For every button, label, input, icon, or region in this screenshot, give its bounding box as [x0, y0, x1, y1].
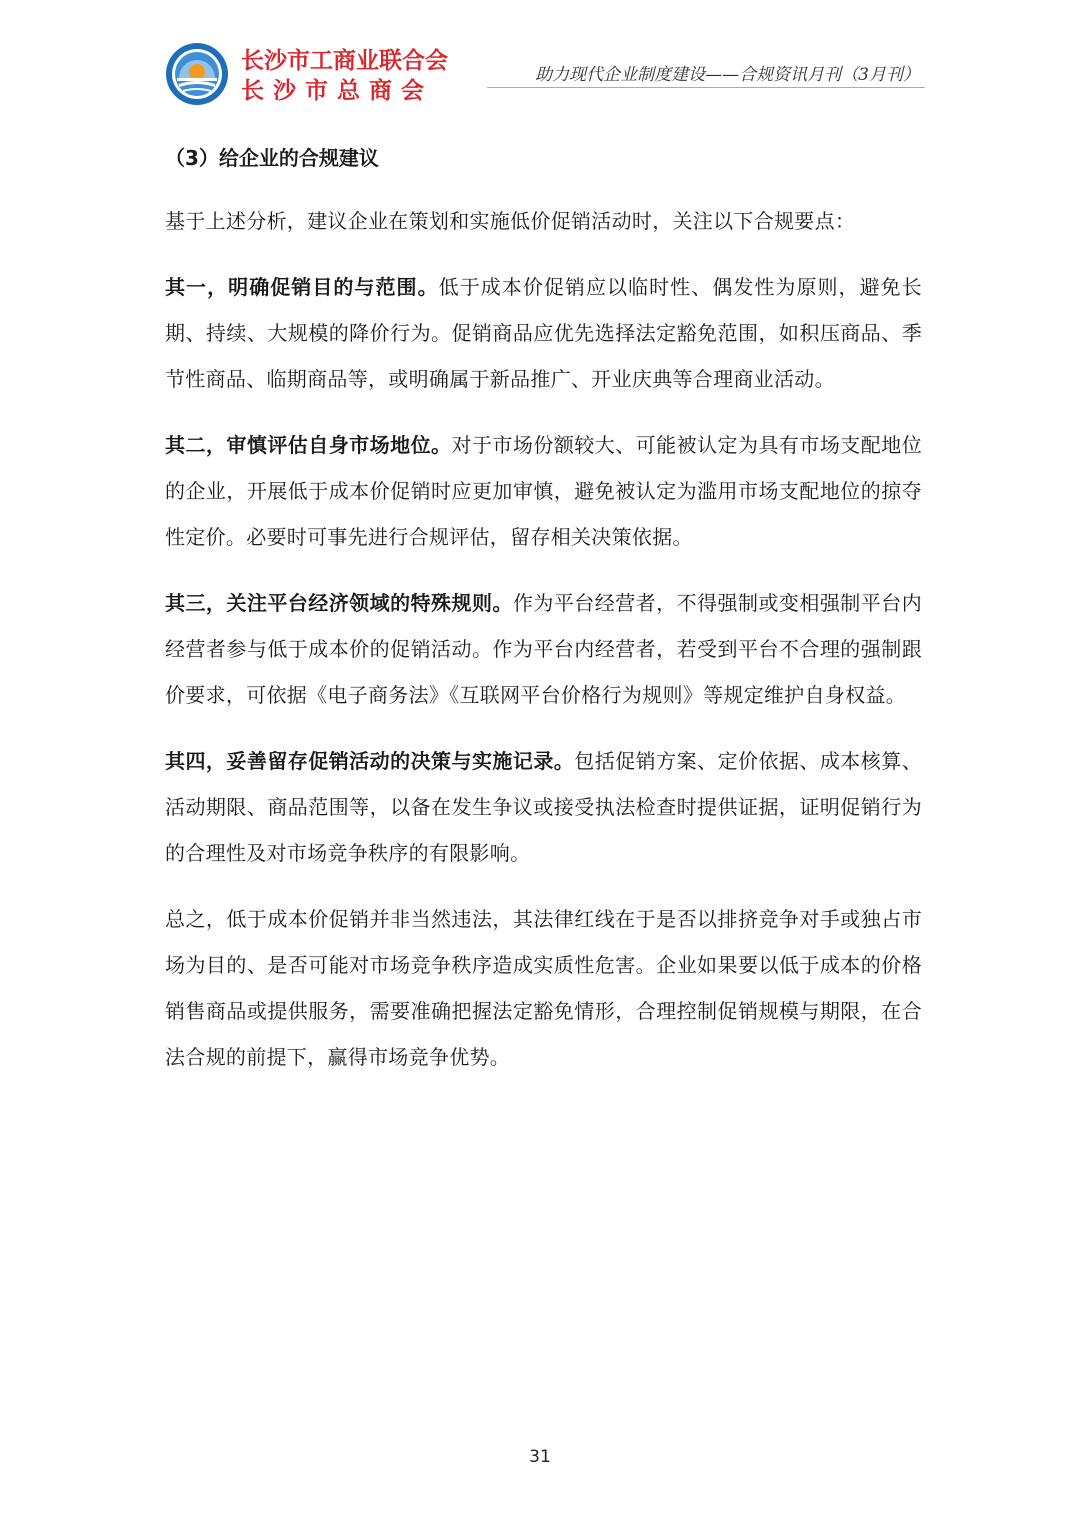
- section-heading: （3）给企业的合规建议: [165, 146, 379, 170]
- point-paragraph-1: [165, 264, 922, 402]
- point-paragraph-4: [165, 738, 922, 876]
- org-name-chamber: 长沙市总商会: [241, 78, 433, 104]
- point-body-4: 包括促销方案、定价依据、成本核算、活动期限、商品范围等，以备在发生争议或接受执法检查时提供证据，证明促销行为的合理性及对市场竞争秩序的有限影响。: [165, 749, 922, 865]
- intro-paragraph: 基于上述分析，建议企业在策划和实施低价促销活动时，关注以下合规要点：: [165, 209, 856, 233]
- page-header: [165, 42, 925, 112]
- point-lead-4: 其四，妥善留存促销活动的决策与实施记录。: [165, 749, 575, 773]
- publication-title: 助力现代企业制度建设——合规资讯月刊（3月刊）: [535, 65, 920, 85]
- conclusion-paragraph: 总之，低于成本价促销并非当然违法，其法律红线在于是否以排挤竞争对手或独占市场为目的、是否可能对市场竞争秩序造成实质性危害。企业如果要以低于成本的价格销售商品或提供服务，需要准确把握法定豁免情形，合理控制促销规模与期限，在合法合规的前提下，赢得市场竞争优势。: [165, 907, 922, 1069]
- point-body-1: 低于成本价促销应以临时性、偶发性为原则，避免长期、持续、大规模的降价行为。促销商品应优先选择法定豁免范围，如积压商品、季节性商品、临期商品等，或明确属于新品推广、开业庆典等合理商业活动。: [165, 275, 923, 391]
- point-lead-2: 其二，审慎评估自身市场地位。: [165, 433, 452, 457]
- page-content: [165, 138, 922, 1100]
- page-number: 31: [529, 1447, 551, 1467]
- org-names: [241, 46, 461, 106]
- point-body-2: 对于市场份额较大、可能被认定为具有市场支配地位的企业，开展低于成本价促销时应更加审慎，避免被认定为滥用市场支配地位的掠夺性定价。必要时可事先进行合规评估，留存相关决策依据。: [165, 433, 922, 549]
- point-lead-1: 其一，明确促销目的与范围。: [165, 275, 439, 299]
- point-paragraph-3: [165, 580, 922, 718]
- point-lead-3: 其三，关注平台经济领域的特殊规则。: [165, 591, 513, 615]
- header-divider: [487, 87, 925, 88]
- org-name-federation: 长沙市工商业联合会: [241, 48, 448, 74]
- point-body-3: 作为平台经营者，不得强制或变相强制平台内经营者参与低于成本价的促销活动。作为平台内经营者，若受到平台不合理的强制跟价要求，可依据《电子商务法》《互联网平台价格行为规则》等规定维护自身权益。: [165, 591, 922, 707]
- point-paragraph-2: [165, 422, 922, 560]
- federation-emblem-icon: [165, 42, 229, 106]
